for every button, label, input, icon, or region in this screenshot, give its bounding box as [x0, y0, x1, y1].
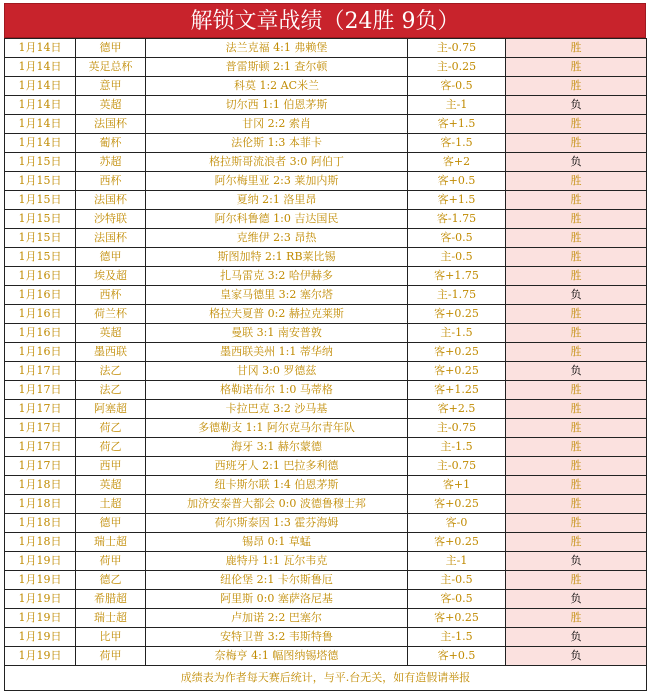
date-cell: 1月14日: [5, 96, 76, 115]
table-row: [5, 476, 647, 495]
date-cell: 1月16日: [5, 305, 76, 324]
handicap-cell: 客-0.5: [408, 590, 506, 609]
handicap-cell: 客-1.5: [408, 134, 506, 153]
league-cell: 英超: [76, 96, 146, 115]
league-cell: 德甲: [76, 514, 146, 533]
date-cell: 1月15日: [5, 229, 76, 248]
match-cell: 普雷斯顿 2:1 查尔顿: [146, 58, 408, 77]
result-cell: 胜: [506, 495, 647, 514]
result-cell: 负: [506, 362, 647, 381]
table-row: [5, 609, 647, 628]
table-row: [5, 172, 647, 191]
table-row: [5, 343, 647, 362]
date-cell: 1月14日: [5, 58, 76, 77]
handicap-cell: 客+2.5: [408, 400, 506, 419]
table-row: [5, 305, 647, 324]
handicap-cell: 客+0.25: [408, 495, 506, 514]
date-cell: 1月15日: [5, 210, 76, 229]
league-cell: 德甲: [76, 39, 146, 58]
table-row: [5, 115, 647, 134]
handicap-cell: 客-1.75: [408, 210, 506, 229]
result-cell: 胜: [506, 229, 647, 248]
result-cell: 负: [506, 552, 647, 571]
handicap-cell: 主-0.75: [408, 457, 506, 476]
result-cell: 胜: [506, 267, 647, 286]
league-cell: 荷兰杯: [76, 305, 146, 324]
date-cell: 1月15日: [5, 191, 76, 210]
date-cell: 1月19日: [5, 571, 76, 590]
league-cell: 法国杯: [76, 115, 146, 134]
league-cell: 西甲: [76, 457, 146, 476]
record-rows: [5, 39, 647, 666]
league-cell: 墨西联: [76, 343, 146, 362]
table-row: [5, 419, 647, 438]
table-row: [5, 571, 647, 590]
league-cell: 葡杯: [76, 134, 146, 153]
result-cell: 负: [506, 628, 647, 647]
result-cell: 胜: [506, 210, 647, 229]
table-row: [5, 552, 647, 571]
result-cell: 负: [506, 647, 647, 666]
league-cell: 瑞士超: [76, 533, 146, 552]
match-cell: 斯图加特 2:1 RB莱比锡: [146, 248, 408, 267]
result-cell: 胜: [506, 533, 647, 552]
handicap-cell: 客+2: [408, 153, 506, 172]
footer-note: 成绩表为作者每天赛后统计，与平.台无关，如有造假请举报: [5, 666, 647, 691]
table-row: [5, 381, 647, 400]
match-cell: 扎马雷克 3:2 哈伊赫多: [146, 267, 408, 286]
league-cell: 瑞士超: [76, 609, 146, 628]
league-cell: 英超: [76, 324, 146, 343]
date-cell: 1月16日: [5, 267, 76, 286]
table-row: [5, 229, 647, 248]
date-cell: 1月18日: [5, 495, 76, 514]
date-cell: 1月14日: [5, 39, 76, 58]
league-cell: 荷甲: [76, 647, 146, 666]
result-cell: 胜: [506, 476, 647, 495]
table-row: [5, 495, 647, 514]
date-cell: 1月15日: [5, 248, 76, 267]
match-cell: 阿尔梅里亚 2:3 莱加内斯: [146, 172, 408, 191]
date-cell: 1月19日: [5, 628, 76, 647]
match-cell: 法伦斯 1:3 本菲卡: [146, 134, 408, 153]
date-cell: 1月18日: [5, 533, 76, 552]
match-cell: 海牙 3:1 赫尔蒙德: [146, 438, 408, 457]
handicap-cell: 主-1.5: [408, 438, 506, 457]
match-cell: 多德勒支 1:1 阿尔克马尔青年队: [146, 419, 408, 438]
league-cell: 荷乙: [76, 438, 146, 457]
match-cell: 克维伊 2:3 昂热: [146, 229, 408, 248]
date-cell: 1月16日: [5, 343, 76, 362]
match-cell: 科莫 1:2 AC米兰: [146, 77, 408, 96]
result-cell: 胜: [506, 438, 647, 457]
handicap-cell: 客-0.5: [408, 77, 506, 96]
footer-row: [5, 666, 647, 691]
table-row: [5, 134, 647, 153]
table-row: [5, 590, 647, 609]
page-title: 解锁文章战绩（24胜 9负）: [4, 3, 646, 38]
league-cell: 荷乙: [76, 419, 146, 438]
result-cell: 负: [506, 153, 647, 172]
date-cell: 1月14日: [5, 134, 76, 153]
match-cell: 卡拉巴克 3:2 沙马基: [146, 400, 408, 419]
league-cell: 埃及超: [76, 267, 146, 286]
table-row: [5, 457, 647, 476]
handicap-cell: 客+1.5: [408, 191, 506, 210]
match-cell: 阿里斯 0:0 塞萨洛尼基: [146, 590, 408, 609]
match-cell: 西班牙人 2:1 巴拉多利德: [146, 457, 408, 476]
result-cell: 胜: [506, 609, 647, 628]
match-cell: 皇家马德里 3:2 塞尔塔: [146, 286, 408, 305]
result-cell: 负: [506, 96, 647, 115]
handicap-cell: 主-1.5: [408, 628, 506, 647]
table-row: [5, 438, 647, 457]
league-cell: 荷甲: [76, 552, 146, 571]
match-cell: 法兰克福 4:1 弗赖堡: [146, 39, 408, 58]
record-table: [4, 38, 647, 691]
league-cell: 沙特联: [76, 210, 146, 229]
table-row: [5, 39, 647, 58]
table-row: [5, 400, 647, 419]
match-cell: 安特卫普 3:2 韦斯特鲁: [146, 628, 408, 647]
result-cell: 胜: [506, 172, 647, 191]
league-cell: 英足总杯: [76, 58, 146, 77]
table-row: [5, 533, 647, 552]
match-cell: 格拉斯哥流浪者 3:0 阿伯丁: [146, 153, 408, 172]
result-cell: 胜: [506, 248, 647, 267]
table-row: [5, 267, 647, 286]
date-cell: 1月17日: [5, 381, 76, 400]
handicap-cell: 主-0.5: [408, 571, 506, 590]
handicap-cell: 客+0.5: [408, 647, 506, 666]
match-cell: 甘冈 2:2 索肖: [146, 115, 408, 134]
date-cell: 1月15日: [5, 172, 76, 191]
league-cell: 德甲: [76, 248, 146, 267]
match-cell: 荷尔斯泰因 1:3 霍芬海姆: [146, 514, 408, 533]
table-row: [5, 77, 647, 96]
handicap-cell: 主-1: [408, 96, 506, 115]
league-cell: 苏超: [76, 153, 146, 172]
result-cell: 胜: [506, 58, 647, 77]
date-cell: 1月17日: [5, 438, 76, 457]
date-cell: 1月16日: [5, 286, 76, 305]
handicap-cell: 客+0.25: [408, 362, 506, 381]
handicap-cell: 主-0.25: [408, 58, 506, 77]
result-cell: 胜: [506, 419, 647, 438]
league-cell: 法乙: [76, 381, 146, 400]
handicap-cell: 主-0.5: [408, 248, 506, 267]
date-cell: 1月16日: [5, 324, 76, 343]
handicap-cell: 主-0.75: [408, 39, 506, 58]
result-cell: 负: [506, 286, 647, 305]
league-cell: 法乙: [76, 362, 146, 381]
date-cell: 1月19日: [5, 552, 76, 571]
date-cell: 1月17日: [5, 457, 76, 476]
table-row: [5, 153, 647, 172]
date-cell: 1月17日: [5, 362, 76, 381]
table-row: [5, 286, 647, 305]
date-cell: 1月19日: [5, 609, 76, 628]
match-cell: 加济安泰普大都会 0:0 波德鲁穆士邦: [146, 495, 408, 514]
league-cell: 法国杯: [76, 191, 146, 210]
date-cell: 1月14日: [5, 77, 76, 96]
league-cell: 德乙: [76, 571, 146, 590]
date-cell: 1月17日: [5, 400, 76, 419]
league-cell: 意甲: [76, 77, 146, 96]
league-cell: 西杯: [76, 172, 146, 191]
table-row: [5, 324, 647, 343]
match-cell: 格勒诺布尔 1:0 马蒂格: [146, 381, 408, 400]
handicap-cell: 客+0.25: [408, 609, 506, 628]
table-row: [5, 191, 647, 210]
match-cell: 卢加诺 2:2 巴塞尔: [146, 609, 408, 628]
result-cell: 负: [506, 590, 647, 609]
table-row: [5, 58, 647, 77]
match-cell: 阿尔科鲁德 1:0 吉达国民: [146, 210, 408, 229]
result-cell: 胜: [506, 191, 647, 210]
handicap-cell: 客-0: [408, 514, 506, 533]
handicap-cell: 客+1: [408, 476, 506, 495]
handicap-cell: 主-1.5: [408, 324, 506, 343]
match-cell: 曼联 3:1 南安普敦: [146, 324, 408, 343]
result-cell: 胜: [506, 305, 647, 324]
result-cell: 胜: [506, 514, 647, 533]
match-cell: 夏纳 2:1 洛里昂: [146, 191, 408, 210]
result-cell: 胜: [506, 400, 647, 419]
match-cell: 格拉夫夏普 0:2 赫拉克莱斯: [146, 305, 408, 324]
result-cell: 胜: [506, 324, 647, 343]
date-cell: 1月15日: [5, 153, 76, 172]
table-row: [5, 248, 647, 267]
handicap-cell: 客+0.25: [408, 305, 506, 324]
league-cell: 阿塞超: [76, 400, 146, 419]
table-row: [5, 96, 647, 115]
match-cell: 墨西联美州 1:1 蒂华纳: [146, 343, 408, 362]
handicap-cell: 客+1.5: [408, 115, 506, 134]
match-cell: 纽卡斯尔联 1:4 伯恩茅斯: [146, 476, 408, 495]
handicap-cell: 主-1.75: [408, 286, 506, 305]
handicap-cell: 主-0.75: [408, 419, 506, 438]
date-cell: 1月18日: [5, 514, 76, 533]
league-cell: 英超: [76, 476, 146, 495]
league-cell: 土超: [76, 495, 146, 514]
result-cell: 胜: [506, 77, 647, 96]
table-row: [5, 514, 647, 533]
match-cell: 切尔西 1:1 伯恩茅斯: [146, 96, 408, 115]
table-row: [5, 362, 647, 381]
result-cell: 胜: [506, 39, 647, 58]
league-cell: 希腊超: [76, 590, 146, 609]
handicap-cell: 客+0.25: [408, 343, 506, 362]
league-cell: 西杯: [76, 286, 146, 305]
handicap-cell: 客-0.5: [408, 229, 506, 248]
result-cell: 胜: [506, 115, 647, 134]
result-cell: 胜: [506, 343, 647, 362]
handicap-cell: 客+1.75: [408, 267, 506, 286]
date-cell: 1月14日: [5, 115, 76, 134]
handicap-cell: 客+1.25: [408, 381, 506, 400]
match-cell: 鹿特丹 1:1 瓦尔韦克: [146, 552, 408, 571]
handicap-cell: 主-1: [408, 552, 506, 571]
result-cell: 胜: [506, 381, 647, 400]
date-cell: 1月19日: [5, 647, 76, 666]
date-cell: 1月17日: [5, 419, 76, 438]
result-cell: 胜: [506, 457, 647, 476]
match-cell: 甘冈 3:0 罗德兹: [146, 362, 408, 381]
handicap-cell: 客+0.5: [408, 172, 506, 191]
match-cell: 奈梅亨 4:1 幅图纳锡塔德: [146, 647, 408, 666]
table-row: [5, 210, 647, 229]
match-cell: 锡昂 0:1 草蜢: [146, 533, 408, 552]
league-cell: 法国杯: [76, 229, 146, 248]
result-cell: 胜: [506, 571, 647, 590]
date-cell: 1月19日: [5, 590, 76, 609]
result-cell: 胜: [506, 134, 647, 153]
handicap-cell: 客+0.25: [408, 533, 506, 552]
table-row: [5, 628, 647, 647]
record-sheet: [4, 3, 646, 691]
date-cell: 1月18日: [5, 476, 76, 495]
league-cell: 比甲: [76, 628, 146, 647]
table-row: [5, 647, 647, 666]
match-cell: 纽伦堡 2:1 卡尔斯鲁厄: [146, 571, 408, 590]
